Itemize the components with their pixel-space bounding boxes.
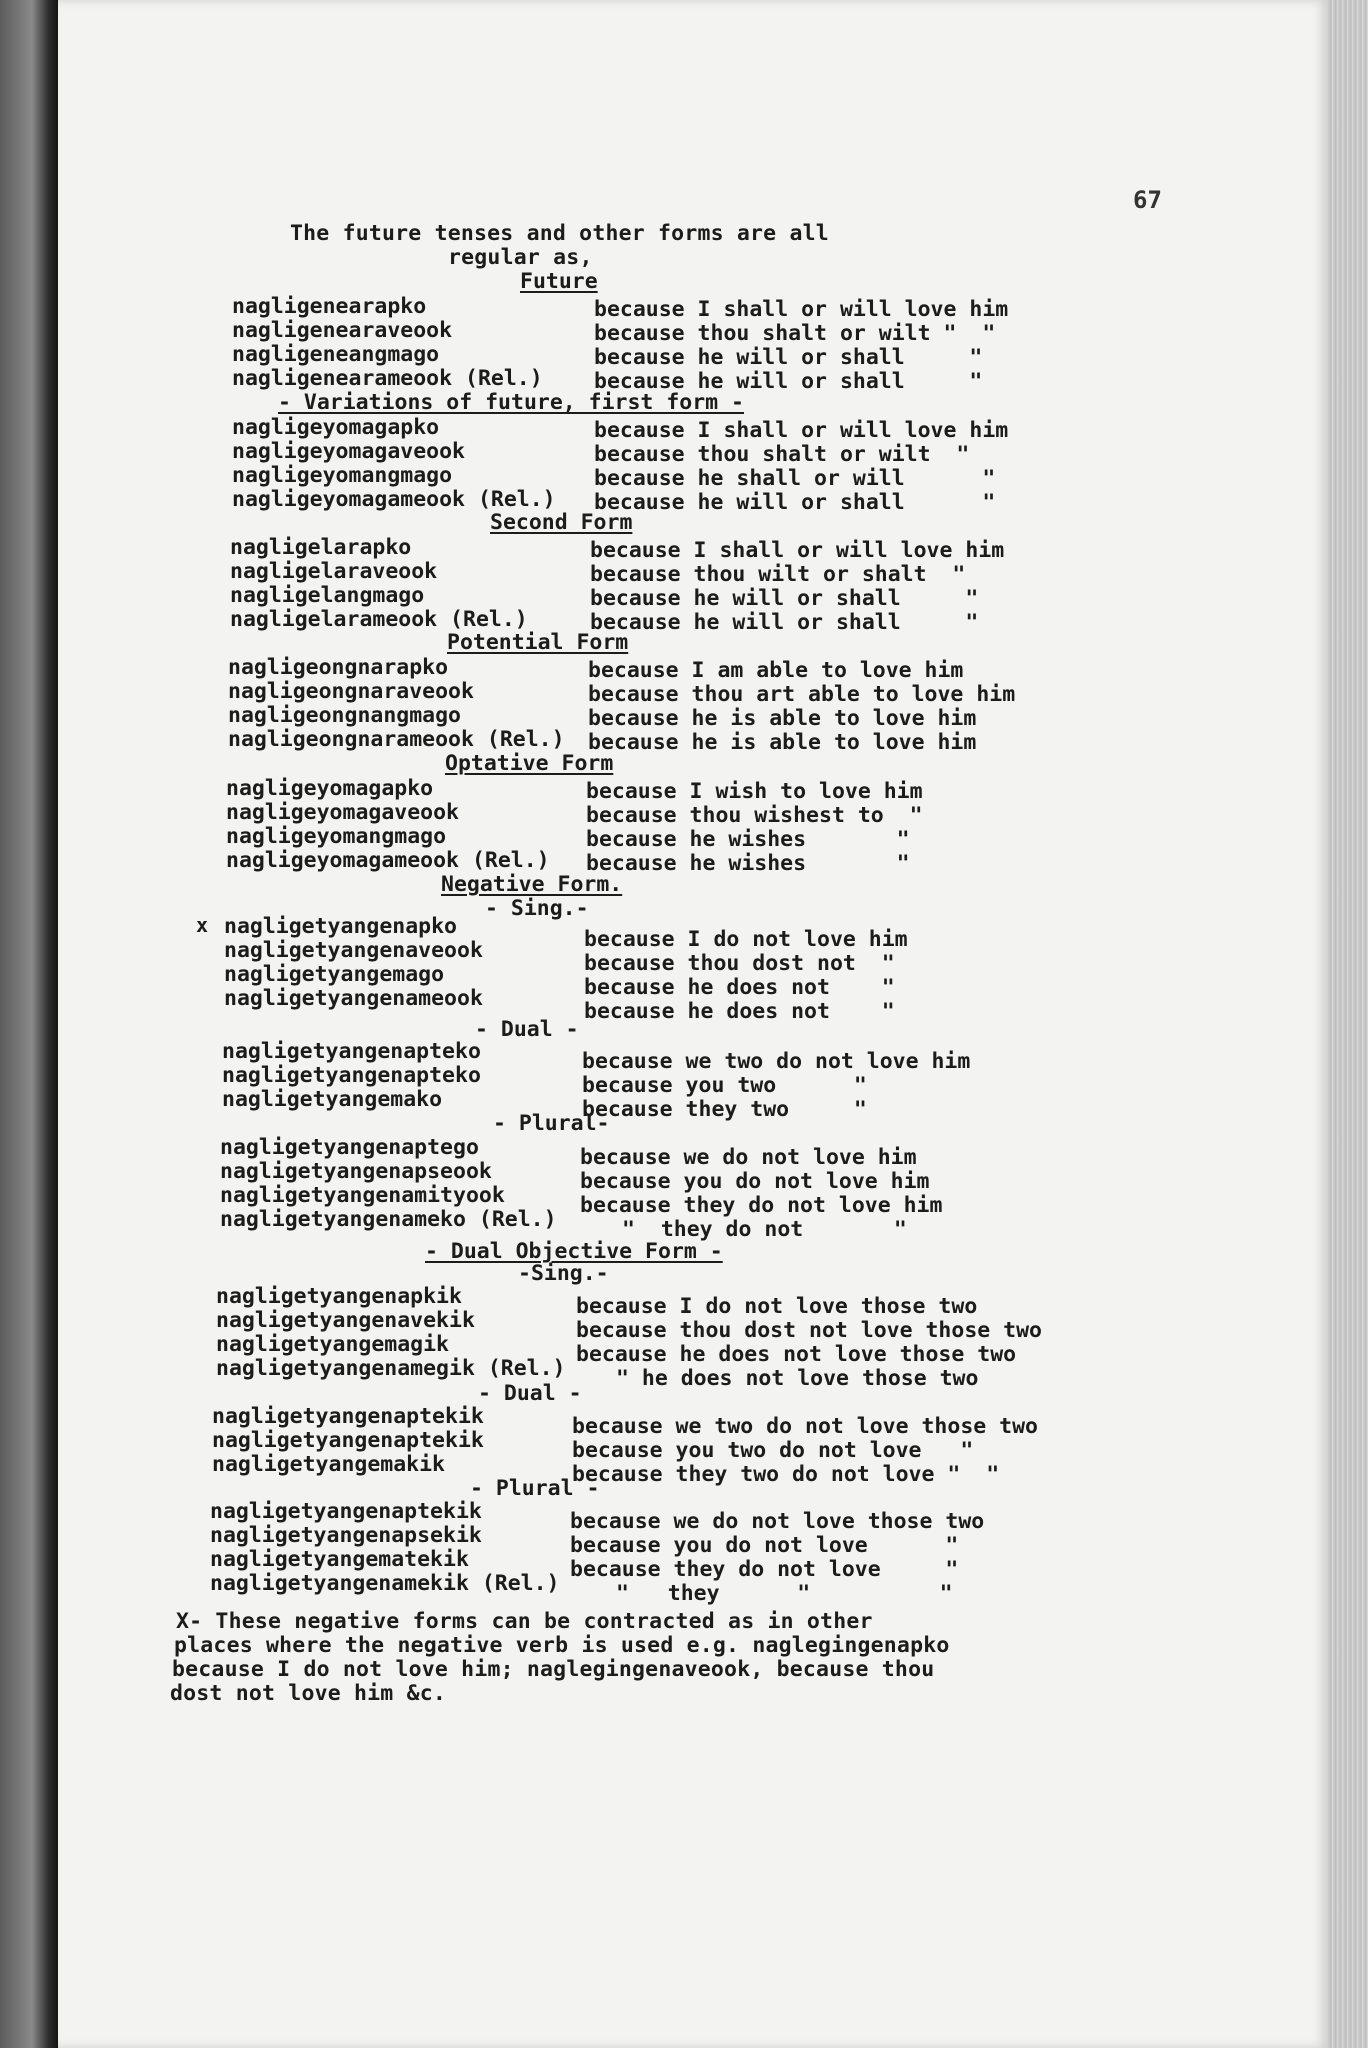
verb-form: nagligenearameook (Rel.) xyxy=(232,366,543,391)
verb-gloss: because thou dost not love those two xyxy=(576,1318,1042,1343)
verb-form: nagligeongnangmago xyxy=(228,703,461,728)
verb-gloss: because they two " xyxy=(582,1097,867,1122)
verb-form: nagligetyangenapsekik xyxy=(210,1523,482,1548)
verb-form: nagligetyangenaptego xyxy=(220,1135,479,1160)
footnote-marker: x xyxy=(196,913,209,937)
verb-gloss: because I am able to love him xyxy=(588,658,964,683)
verb-gloss: because I shall or will love him xyxy=(594,297,1009,322)
section-heading-optative-form: Optative Form xyxy=(445,751,614,776)
verb-gloss: because thou dost not " xyxy=(584,951,895,976)
intro-line: The future tenses and other forms are all xyxy=(290,221,829,246)
verb-form: nagligetyangenaptekik xyxy=(212,1404,484,1429)
verb-form: nagligeyomagapko xyxy=(226,776,434,801)
verb-form: nagligetyangenamegik (Rel.) xyxy=(216,1356,566,1381)
binding-edge xyxy=(0,0,58,2048)
verb-form: nagligeyomagameook (Rel.) xyxy=(232,487,556,512)
section-heading-dual-objective-form: - Dual Objective Form - xyxy=(425,1239,723,1264)
verb-form: nagligetyangenaveook xyxy=(224,938,483,963)
verb-gloss: because you two " xyxy=(582,1073,867,1098)
verb-form: nagligeyomangmago xyxy=(232,463,453,488)
subheading-dual: - Dual - xyxy=(478,1381,582,1406)
verb-gloss: because we two do not love those two xyxy=(572,1414,1038,1439)
subheading-dual: - Dual - xyxy=(475,1017,579,1042)
verb-form: nagligetyangemako xyxy=(222,1087,443,1112)
verb-form: nagligetyangenameko (Rel.) xyxy=(220,1207,557,1232)
verb-gloss: because thou shalt or wilt " " xyxy=(594,321,996,346)
section-heading-variations: - Variations of future, first form - xyxy=(278,390,744,415)
verb-gloss: " they " " xyxy=(616,1581,953,1606)
section-heading-potential-form: Potential Form xyxy=(447,630,629,655)
verb-gloss: because he is able to love him xyxy=(588,706,977,731)
verb-gloss: because we two do not love him xyxy=(582,1049,971,1074)
verb-gloss: because we do not love those two xyxy=(570,1509,985,1534)
verb-form: nagligeongnarapko xyxy=(228,655,449,680)
verb-form: nagligetyangenaptekik xyxy=(210,1499,482,1524)
verb-gloss: because I shall or will love him xyxy=(590,538,1005,563)
subheading-plural: - Plural - xyxy=(470,1476,600,1501)
verb-form: nagligetyangenameook xyxy=(224,986,483,1011)
verb-form: nagligenearapko xyxy=(232,294,427,319)
page-stack-edge xyxy=(1328,0,1368,2048)
verb-gloss: because they do not love him xyxy=(580,1193,943,1218)
verb-form: nagligeyomagapko xyxy=(232,415,440,440)
footnote-line: because I do not love him; naglegingenaveook, because thou xyxy=(172,1657,935,1682)
verb-gloss: because he does not love those two xyxy=(576,1342,1017,1367)
verb-form: nagligeongnarameook (Rel.) xyxy=(228,727,565,752)
footnote-line: places where the negative verb is used e.g. naglegingenapko xyxy=(174,1633,950,1658)
verb-form: nagligelarameook (Rel.) xyxy=(230,607,528,632)
verb-form: nagligetyangenamityook xyxy=(220,1183,505,1208)
verb-gloss: because thou wilt or shalt " xyxy=(590,562,966,587)
verb-form: nagligenearaveook xyxy=(232,318,453,343)
verb-gloss: because he shall or will " xyxy=(594,466,996,491)
verb-gloss: because I wish to love him xyxy=(586,779,923,804)
section-heading-second-form: Second Form xyxy=(490,510,633,535)
verb-gloss: because he wishes " xyxy=(586,827,910,852)
verb-gloss: because they do not love " xyxy=(570,1557,959,1582)
intro-line: regular as, xyxy=(448,245,593,270)
footnote-line: dost not love him &c. xyxy=(170,1681,447,1706)
verb-form: nagligetyangenapseook xyxy=(220,1159,492,1184)
verb-form: nagligeneangmago xyxy=(232,342,440,367)
verb-gloss: because we do not love him xyxy=(580,1145,917,1170)
verb-form: nagligetyangemagik xyxy=(216,1332,449,1357)
verb-form: nagligetyangenaptekik xyxy=(212,1428,484,1453)
verb-form: nagligeyomagaveook xyxy=(232,439,465,464)
verb-gloss: because he will or shall " xyxy=(590,610,979,635)
verb-form: nagligelangmago xyxy=(230,583,425,608)
verb-form: nagligeongnaraveook xyxy=(228,679,474,704)
verb-gloss: because he does not " xyxy=(584,999,895,1024)
verb-gloss: because you do not love " xyxy=(570,1533,959,1558)
page-number: 67 xyxy=(1133,186,1162,214)
verb-gloss: because you do not love him xyxy=(580,1169,930,1194)
verb-form: nagligetyangemakik xyxy=(212,1452,445,1477)
verb-gloss: because thou wishest to " xyxy=(586,803,923,828)
verb-form: nagligetyangenapteko xyxy=(222,1039,481,1064)
footnote-line: X- These negative forms can be contracted as in other xyxy=(176,1609,873,1634)
verb-gloss: because I do not love those two xyxy=(576,1294,978,1319)
verb-gloss: because he will or shall " xyxy=(594,345,983,370)
verb-gloss: because he will or shall " xyxy=(594,369,983,394)
verb-gloss: because I shall or will love him xyxy=(594,418,1009,443)
verb-form: nagligetyangematekik xyxy=(210,1547,469,1572)
section-heading-negative-form: Negative Form. xyxy=(441,872,623,897)
verb-gloss: because I do not love him xyxy=(584,927,908,952)
subheading-singular: -Sing.- xyxy=(518,1261,609,1286)
verb-form: nagligeyomagameook (Rel.) xyxy=(226,848,550,873)
verb-gloss: because you two do not love " xyxy=(572,1438,974,1463)
verb-gloss: because he does not " xyxy=(584,975,895,1000)
verb-gloss: because they two do not love " " xyxy=(572,1462,1000,1487)
verb-form: nagligetyangenapteko xyxy=(222,1063,481,1088)
section-heading-future: Future xyxy=(520,269,598,294)
subheading-singular: - Sing.- xyxy=(485,896,589,921)
subheading-plural: - Plural- xyxy=(493,1111,610,1136)
verb-form: nagligeyomagaveook xyxy=(226,800,459,825)
verb-gloss: " he does not love those two xyxy=(616,1366,979,1391)
verb-gloss: because he is able to love him xyxy=(588,730,977,755)
verb-form: nagligetyangenapko xyxy=(224,914,457,939)
verb-form: nagligetyangemago xyxy=(224,962,445,987)
verb-gloss: because he will or shall " xyxy=(590,586,979,611)
verb-form: nagligetyangenavekik xyxy=(216,1308,475,1333)
verb-gloss: because he will or shall " xyxy=(594,490,996,515)
verb-form: nagligelaraveook xyxy=(230,559,438,584)
verb-gloss: because thou art able to love him xyxy=(588,682,1016,707)
verb-form: nagligetyangenapkik xyxy=(216,1284,462,1309)
verb-gloss: " they do not " xyxy=(622,1217,907,1242)
verb-form: nagligelarapko xyxy=(230,535,412,560)
verb-form: nagligeyomangmago xyxy=(226,824,447,849)
verb-gloss: because he wishes " xyxy=(586,851,910,876)
verb-gloss: because thou shalt or wilt " xyxy=(594,442,970,467)
verb-form: nagligetyangenamekik (Rel.) xyxy=(210,1571,560,1596)
